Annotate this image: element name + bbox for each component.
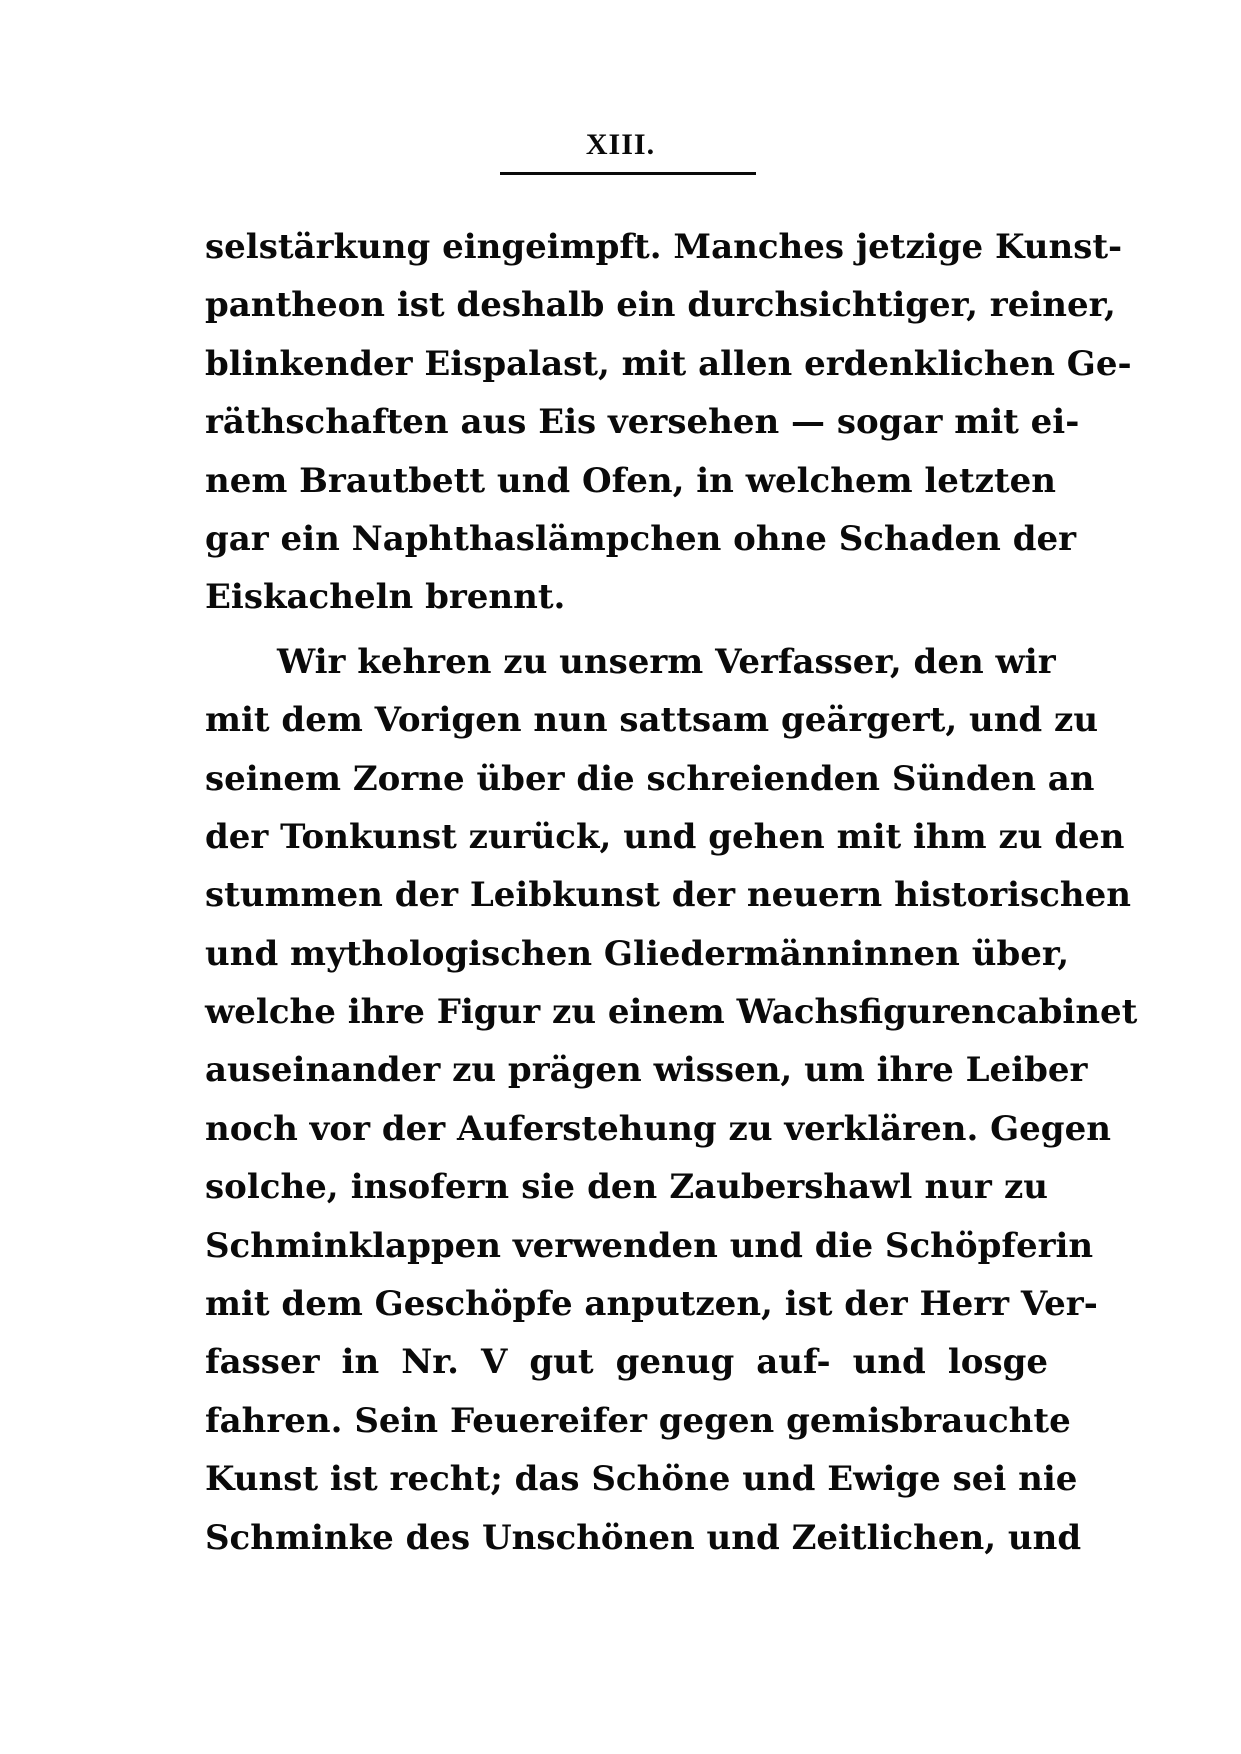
text-line: und mythologischen Gliedermänninnen über, <box>205 933 1070 974</box>
header-rule <box>500 172 756 175</box>
text-line: noch vor der Auferstehung zu verklären. Gegen <box>205 1108 1111 1149</box>
text-line: mit dem Geschöpfe anputzen, ist der Herr Ver- <box>205 1284 1098 1325</box>
text-line: Eiskacheln brennt. <box>205 577 566 618</box>
text-line: Wir kehren zu unserm Verfasser, den wir <box>277 641 1056 682</box>
page-number: XIII. <box>585 128 656 161</box>
text-line: Kunst ist recht; das Schöne und Ewige sei nie <box>205 1459 1078 1500</box>
text-line: mit dem Vorigen nun sattsam geärgert, und zu <box>205 700 1099 741</box>
text-line: Schminke des Unschönen und Zeitlichen, und <box>205 1517 1082 1558</box>
text-line: pantheon ist deshalb ein durchsichtiger, reiner, <box>205 285 1116 326</box>
text-line: auseinander zu prägen wissen, um ihre Leiber <box>205 1050 1088 1091</box>
text-line: gar ein Naphthaslämpchen ohne Schaden der <box>205 518 1077 559</box>
text-line: fasser in Nr. V gut genug auf- und losge <box>205 1342 1048 1383</box>
text-line: fahren. Sein Feuereifer gegen gemisbrauchte <box>205 1400 1071 1441</box>
paragraph-2 <box>205 633 1138 1567</box>
text-line: solche, insofern sie den Zaubershawl nur zu <box>205 1167 1048 1208</box>
body-text <box>205 218 1138 1567</box>
text-line: welche ihre Figur zu einem Wachsfigurencabinet <box>205 992 1138 1033</box>
text-line: blinkender Eispalast, mit allen erdenklichen Ge- <box>205 343 1132 384</box>
text-line: seinem Zorne über die schreienden Sünden an <box>205 758 1095 799</box>
text-line: nem Brautbett und Ofen, in welchem letzten <box>205 460 1057 501</box>
text-line: Schminklappen verwenden und die Schöpferin <box>205 1225 1094 1266</box>
text-line: stummen der Leibkunst der neuern historischen <box>205 875 1132 916</box>
text-line: der Tonkunst zurück, und gehen mit ihm zu den <box>205 816 1125 857</box>
text-line: selstärkung eingeimpft. Manches jetzige Kunst- <box>205 227 1123 267</box>
text-line: räthschaften aus Eis versehen — sogar mit ei- <box>205 402 1080 443</box>
paragraph-1 <box>205 218 1132 627</box>
